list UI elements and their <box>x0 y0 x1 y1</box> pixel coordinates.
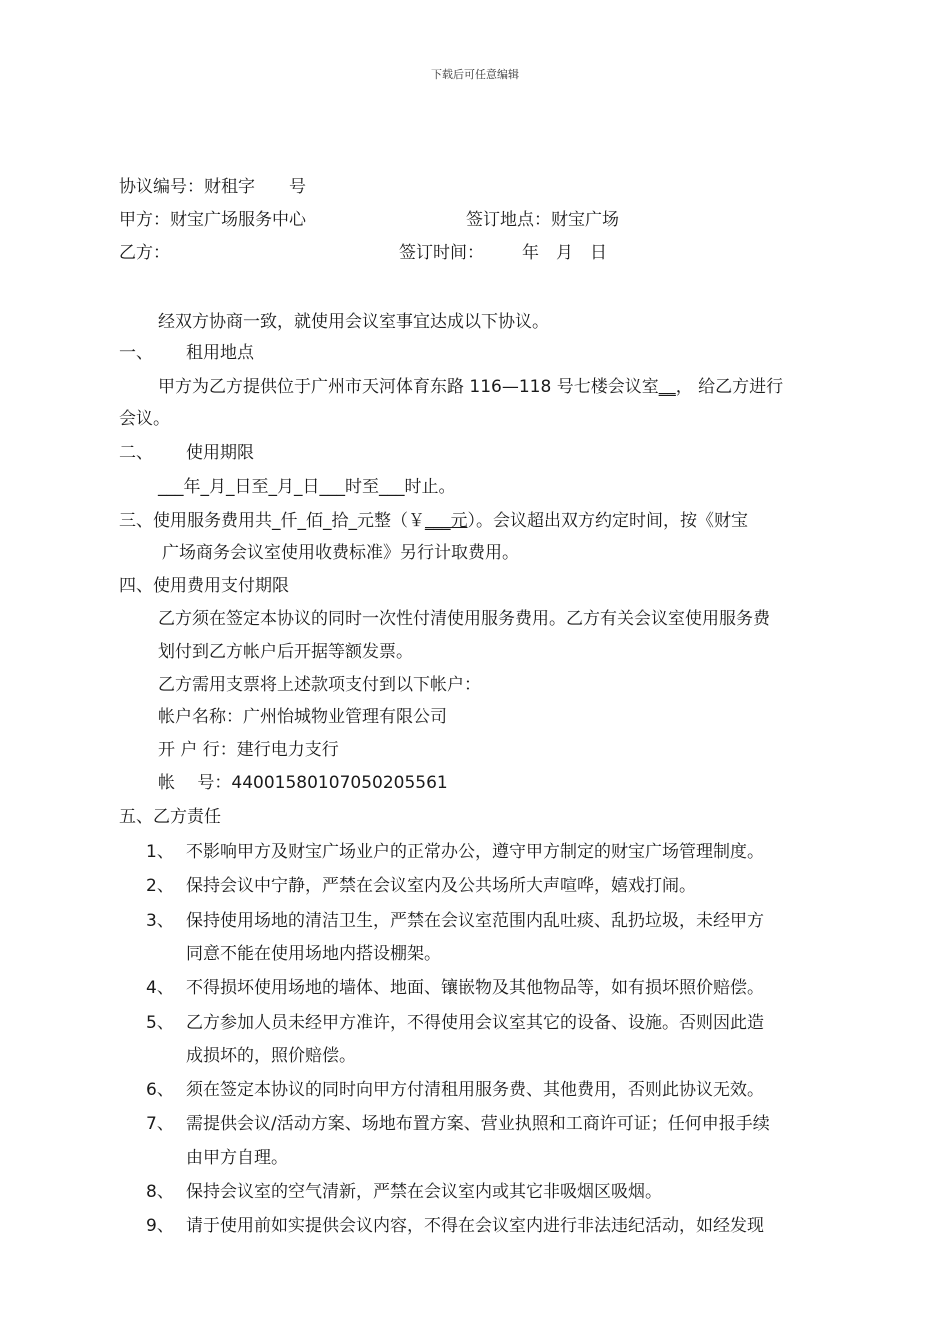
item-1-text: 不影响甲方及财宝广场业户的正常办公，遵守甲方制定的财宝广场管理制度。 <box>186 842 764 862</box>
agreement-number: 协议编号：财租字 号 <box>119 177 306 197</box>
section-3-line-2: 广场商务会议室使用收费标准》另行计取费用。 <box>162 543 519 563</box>
room-number-blank: __ <box>658 377 676 397</box>
item-4-number: 4、 <box>146 978 174 998</box>
section-1-text-c: 会议。 <box>119 409 170 429</box>
item-6-text: 须在签定本协议的同时向甲方付清租用服务费、其他费用，否则此协议无效。 <box>186 1080 764 1100</box>
sign-place: 签订地点：财宝广场 <box>466 210 619 230</box>
section-4-para-1: 乙方须在签定本协议的同时一次性付清使用服务费用。乙方有关会议室使用服务费 <box>158 609 770 629</box>
section-1-title: 租用地点 <box>186 343 254 363</box>
party-b: 乙方： <box>119 243 170 263</box>
section-4-title: 四、使用费用支付期限 <box>119 576 289 596</box>
party-a: 甲方：财宝广场服务中心 <box>119 210 306 230</box>
intro-paragraph: 经双方协商一致，就使用会议室事宜达成以下协议。 <box>158 312 549 332</box>
sign-time-value: 年 月 日 <box>522 243 607 263</box>
section-2-number: 二、 <box>119 443 153 463</box>
item-8-number: 8、 <box>146 1182 174 1202</box>
fee-amount-blank: ___元 <box>425 511 468 531</box>
section-5-title: 五、乙方责任 <box>119 807 221 827</box>
item-3-text: 保持使用场地的清洁卫生，严禁在会议室范围内乱吐痰、乱扔垃圾，未经甲方 <box>186 911 764 931</box>
section-4-para-2: 划付到乙方帐户后开据等额发票。 <box>158 642 413 662</box>
section-2-title: 使用期限 <box>186 443 254 463</box>
item-1-number: 1、 <box>146 842 174 862</box>
item-7-number: 7、 <box>146 1114 174 1134</box>
item-5-text-cont: 成损坏的，照价赔偿。 <box>186 1046 356 1066</box>
bank-branch: 开 户 行：建行电力支行 <box>158 740 339 760</box>
section-3-text-a: 三、使用服务费用共_仟_佰_拾_元整（￥ <box>119 511 425 531</box>
item-2-text: 保持会议中宁静，严禁在会议室内及公共场所大声喧哗，嬉戏打闹。 <box>186 876 696 896</box>
item-4-text: 不得损坏使用场地的墙体、地面、镶嵌物及其他物品等，如有损坏照价赔偿。 <box>186 978 764 998</box>
page-header: 下载后可任意编辑 <box>431 68 519 81</box>
item-9-text: 请于使用前如实提供会议内容，不得在会议室内进行非法违纪活动，如经发现 <box>186 1216 764 1236</box>
item-2-number: 2、 <box>146 876 174 896</box>
item-7-text-cont: 由甲方自理。 <box>186 1148 288 1168</box>
item-5-text: 乙方参加人员未经甲方准许，不得使用会议室其它的设备、设施。否则因此造 <box>186 1013 764 1033</box>
item-9-number: 9、 <box>146 1216 174 1236</box>
section-3-text-b: ）。会议超出双方约定时间，按《财宝 <box>467 511 748 531</box>
item-3-text-cont: 同意不能在使用场地内搭设棚架。 <box>186 944 441 964</box>
section-4-para-3: 乙方需用支票将上述款项支付到以下帐户： <box>158 675 481 695</box>
item-6-number: 6、 <box>146 1080 174 1100</box>
item-8-text: 保持会议室的空气清新，严禁在会议室内或其它非吸烟区吸烟。 <box>186 1182 662 1202</box>
item-3-number: 3、 <box>146 911 174 931</box>
section-1-text <box>158 376 783 398</box>
item-5-number: 5、 <box>146 1013 174 1033</box>
usage-period-line: ___年_月_日至_月_日___时至___时止。 <box>158 477 456 497</box>
item-7-text: 需提供会议/活动方案、场地布置方案、营业执照和工商许可证；任何申报手续 <box>186 1114 770 1134</box>
section-1-number: 一、 <box>119 343 153 363</box>
section-1-text-b: ， 给乙方进行 <box>675 377 784 397</box>
section-3-line-1 <box>119 510 748 532</box>
sign-time-label: 签订时间： <box>399 243 484 263</box>
account-number: 帐 号：44001580107050205561 <box>158 773 448 793</box>
account-name: 帐户名称：广州怡城物业管理有限公司 <box>158 707 447 727</box>
section-1-text-a: 甲方为乙方提供位于广州市天河体育东路 116—118 号七楼会议室 <box>158 377 659 397</box>
